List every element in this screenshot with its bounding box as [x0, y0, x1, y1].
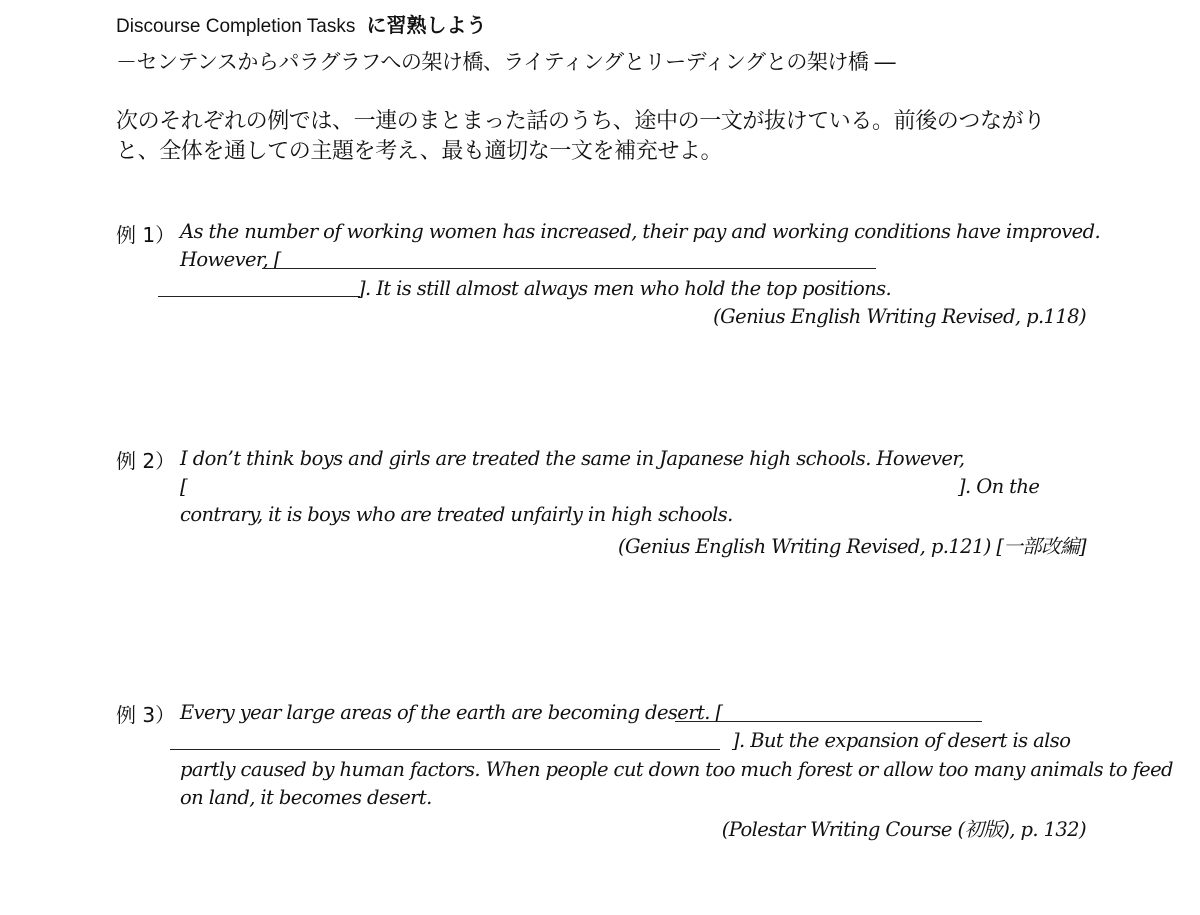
instruction-line-2: と、全体を通しての主題を考え、最も適切な一文を補充せよ。 — [116, 139, 723, 164]
page-title — [116, 9, 486, 38]
example-2-bracket-close: ]. On the — [958, 475, 1040, 498]
example-3-source: (Polestar Writing Course (初版), p. 132) — [721, 818, 1086, 841]
title-english: Discourse Completion Tasks — [116, 16, 356, 37]
example-1-answer-blank-a[interactable] — [262, 268, 876, 269]
example-3-answer-blank-a[interactable] — [675, 721, 982, 722]
example-3-line-2: ]. But the expansion of desert is also — [732, 729, 1071, 752]
example-3-label: 例 3） — [116, 703, 176, 727]
instruction-line-1: 次のそれぞれの例では、一連のまとまった話のうち、途中の一文が抜けている。前後のつながり — [116, 109, 1045, 134]
example-3-line-1: Every year large areas of the earth are becoming desert. [ — [180, 701, 723, 724]
example-2-line-1: I don’t think boys and girls are treated the same in Japanese high schools. However, — [180, 447, 965, 470]
example-1-line-1: As the number of working women has increased, their pay and working conditions have improved. — [180, 220, 1101, 243]
example-2-label: 例 2） — [116, 449, 176, 473]
example-1-answer-blank-b[interactable] — [158, 296, 360, 297]
example-1-label: 例 1） — [116, 223, 176, 247]
example-1-line-3: ]. It is still almost always men who hold the top positions. — [358, 277, 892, 300]
title-japanese: に習熟しよう — [366, 13, 487, 37]
example-1-line-2-text: However, [ — [180, 248, 281, 271]
example-2-source: (Genius English Writing Revised, p.121) [一部改編] — [617, 535, 1086, 558]
subtitle: －センテンスからパラグラフへの架け橋、ライティングとリーディングとの架け橋 ― — [116, 50, 896, 74]
example-1-source: (Genius English Writing Revised, p.118) — [713, 305, 1086, 328]
example-2-bracket-open: [ — [180, 475, 188, 498]
example-2-line-3: contrary, it is boys who are treated unfairly in high schools. — [180, 503, 733, 526]
example-3-answer-blank-b[interactable] — [170, 749, 720, 750]
example-3-line-4: on land, it becomes desert. — [180, 786, 432, 809]
example-3-line-3: partly caused by human factors. When people cut down too much forest or allow too many animals to feed — [180, 758, 1173, 781]
